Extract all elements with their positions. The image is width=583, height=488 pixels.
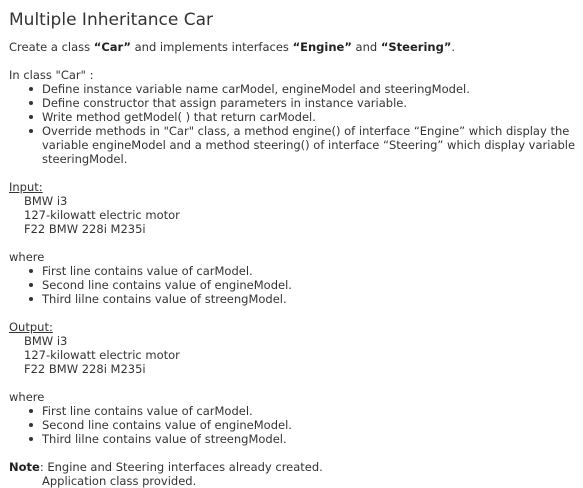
problem-description xyxy=(9,40,581,488)
intro-text-1: Create a class xyxy=(9,40,94,54)
intro-class-car: “Car” xyxy=(93,40,131,54)
class-requirements-list xyxy=(9,82,581,166)
output-label: Output: xyxy=(9,320,53,334)
output-line: F22 BMW 228i M235i xyxy=(24,362,146,376)
output-line: 127-kilowatt electric motor xyxy=(24,348,180,362)
list-item: Override methods in "Car" class, a method engine() of interface “Engine” which display the variable engineModel and a method steering() of interface “Steering” which display variable steeringModel. xyxy=(42,124,581,166)
input-sample xyxy=(9,194,581,236)
input-line: F22 BMW 228i M235i xyxy=(24,222,146,236)
list-item: Third lilne contains value of streengModel. xyxy=(42,432,581,446)
input-line: BMW i3 xyxy=(24,194,68,208)
intro-text-3: and xyxy=(351,40,381,54)
input-explanation-list xyxy=(9,264,581,306)
input-label: Input: xyxy=(9,180,43,194)
class-heading: In class "Car" : xyxy=(9,68,94,82)
list-item: First line contains value of carModel. xyxy=(42,264,581,278)
intro-text-2: and implements interfaces xyxy=(130,40,293,54)
intro-paragraph xyxy=(9,40,581,54)
note-text-1: : Engine and Steering interfaces already created. xyxy=(39,460,323,474)
output-sample xyxy=(9,334,581,376)
where-label-output: where xyxy=(9,390,45,404)
intro-interface-steering: “Steering” xyxy=(380,40,452,54)
intro-interface-engine: “Engine” xyxy=(292,40,352,54)
list-item: Define instance variable name carModel, engineModel and steeringModel. xyxy=(42,82,581,96)
note-paragraph xyxy=(9,460,581,474)
input-line: 127-kilowatt electric motor xyxy=(24,208,180,222)
list-item: First line contains value of carModel. xyxy=(42,404,581,418)
list-item: Second line contains value of engineModel. xyxy=(42,278,581,292)
note-label: Note xyxy=(9,460,40,474)
list-item: Define constructor that assign parameters in instance variable. xyxy=(42,96,581,110)
where-label-input: where xyxy=(9,250,45,264)
output-line: BMW i3 xyxy=(24,334,68,348)
intro-text-4: . xyxy=(451,40,456,54)
output-explanation-list xyxy=(9,404,581,446)
list-item: Write method getModel( ) that return carModel. xyxy=(42,110,581,124)
list-item: Third lilne contains value of streengModel. xyxy=(42,292,581,306)
note-text-2: Application class provided. xyxy=(42,474,197,488)
list-item: Second line contains value of engineModel. xyxy=(42,418,581,432)
page-title: Multiple Inheritance Car xyxy=(9,10,214,30)
